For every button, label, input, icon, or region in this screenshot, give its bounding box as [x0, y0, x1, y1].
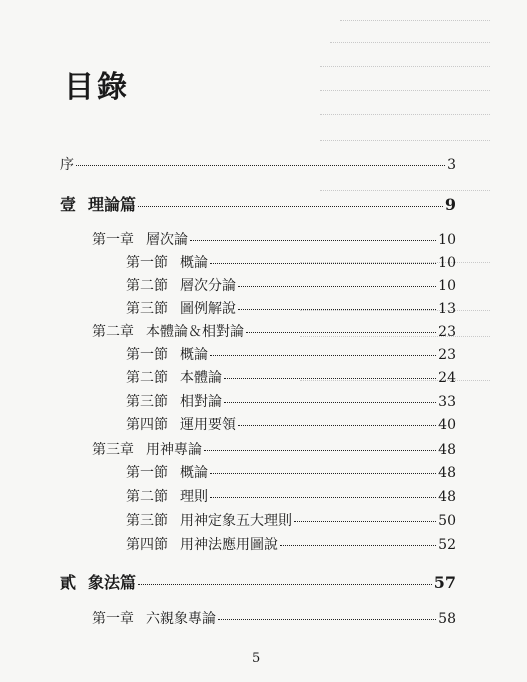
toc-page: 48 — [438, 465, 456, 481]
toc-entry-section[interactable] — [126, 275, 456, 295]
dot-leader — [190, 240, 436, 241]
toc-number: 貳 — [60, 573, 77, 592]
dot-leader — [238, 286, 436, 287]
toc-entry-part-1[interactable] — [60, 192, 456, 215]
toc-entry-section[interactable] — [126, 462, 456, 482]
toc-label: 六親象專論 — [146, 611, 216, 627]
toc-entry-section[interactable] — [126, 391, 456, 411]
dot-leader — [224, 402, 436, 403]
toc-label: 理則 — [180, 489, 208, 505]
toc-page: 48 — [438, 442, 456, 458]
toc-label: 概論 — [180, 255, 208, 271]
toc-page: 10 — [438, 278, 456, 294]
toc-page: 24 — [438, 370, 456, 386]
toc-number: 第一節 — [126, 465, 168, 481]
dot-leader — [238, 425, 436, 426]
dot-leader — [76, 165, 445, 166]
toc-number: 第二節 — [126, 489, 168, 505]
page-title: 目錄 — [64, 70, 130, 105]
toc-label: 概論 — [180, 465, 208, 481]
toc-entry-section[interactable] — [126, 367, 456, 387]
toc-number: 第四節 — [126, 537, 168, 553]
toc-page: 33 — [438, 394, 456, 410]
toc-label: 運用要領 — [180, 417, 236, 433]
toc-label: 本體論＆相對論 — [146, 324, 244, 340]
toc-page: 23 — [438, 324, 456, 340]
dot-leader — [218, 619, 436, 620]
dot-leader — [246, 332, 436, 333]
toc-page: 52 — [438, 537, 456, 553]
toc-label: 用神定象五大理則 — [180, 513, 292, 529]
toc-entry-section[interactable] — [126, 414, 456, 434]
dot-leader — [204, 450, 436, 451]
toc-number: 壹 — [60, 195, 77, 214]
toc-entry-section[interactable] — [126, 486, 456, 506]
toc-label: 象法篇 — [88, 573, 137, 592]
toc-page: 58 — [438, 611, 456, 627]
dot-leader — [138, 206, 443, 207]
toc-entry-chapter[interactable] — [92, 321, 456, 341]
toc-page: 3 — [447, 157, 456, 173]
toc-number: 第二節 — [126, 370, 168, 386]
toc-entry-chapter[interactable] — [92, 608, 456, 628]
toc-label: 概論 — [180, 347, 208, 363]
toc-page: 40 — [438, 417, 456, 433]
toc-page: 10 — [438, 255, 456, 271]
dot-leader — [294, 521, 436, 522]
toc-number: 第一章 — [92, 232, 134, 248]
toc-number: 第三章 — [92, 442, 134, 458]
toc-label: 本體論 — [180, 370, 222, 386]
toc-number: 第三節 — [126, 513, 168, 529]
toc-label: 理論篇 — [88, 195, 137, 214]
toc-label: 序 — [60, 157, 74, 173]
toc-number: 第一章 — [92, 611, 134, 627]
toc-number: 第二章 — [92, 324, 134, 340]
toc-number: 第三節 — [126, 301, 168, 317]
dot-leader — [238, 309, 436, 310]
toc-label: 圖例解說 — [180, 301, 236, 317]
toc-label: 用神專論 — [146, 442, 202, 458]
dot-leader — [224, 378, 436, 379]
toc-number: 第一節 — [126, 255, 168, 271]
toc-entry-preface[interactable] — [60, 154, 456, 174]
toc-page: 10 — [438, 232, 456, 248]
toc-number: 第三節 — [126, 394, 168, 410]
dot-leader — [210, 355, 436, 356]
toc-page: 23 — [438, 347, 456, 363]
toc-label: 層次分論 — [180, 278, 236, 294]
toc-entry-section[interactable] — [126, 298, 456, 318]
toc-number: 第二節 — [126, 278, 168, 294]
dot-leader — [138, 584, 432, 585]
dot-leader — [210, 263, 436, 264]
toc-entry-chapter[interactable] — [92, 439, 456, 459]
toc-entry-section[interactable] — [126, 344, 456, 364]
toc-label: 層次論 — [146, 232, 188, 248]
toc-entry-chapter[interactable] — [92, 229, 456, 249]
page-number: 5 — [252, 651, 261, 666]
toc-page: 9 — [444, 195, 456, 214]
toc-entry-section[interactable] — [126, 510, 456, 530]
toc-page: 50 — [438, 513, 456, 529]
toc-entry-part-2[interactable] — [60, 570, 456, 593]
toc-page: 13 — [438, 301, 456, 317]
toc-number: 第一節 — [126, 347, 168, 363]
toc-page: 57 — [433, 573, 456, 592]
dot-leader — [280, 545, 436, 546]
dot-leader — [210, 497, 436, 498]
toc-page: 48 — [438, 489, 456, 505]
toc-entry-section[interactable] — [126, 252, 456, 272]
dot-leader — [210, 473, 436, 474]
toc-label: 用神法應用圖說 — [180, 537, 278, 553]
toc-label: 相對論 — [180, 394, 222, 410]
toc-number: 第四節 — [126, 417, 168, 433]
toc-entry-section[interactable] — [126, 534, 456, 554]
